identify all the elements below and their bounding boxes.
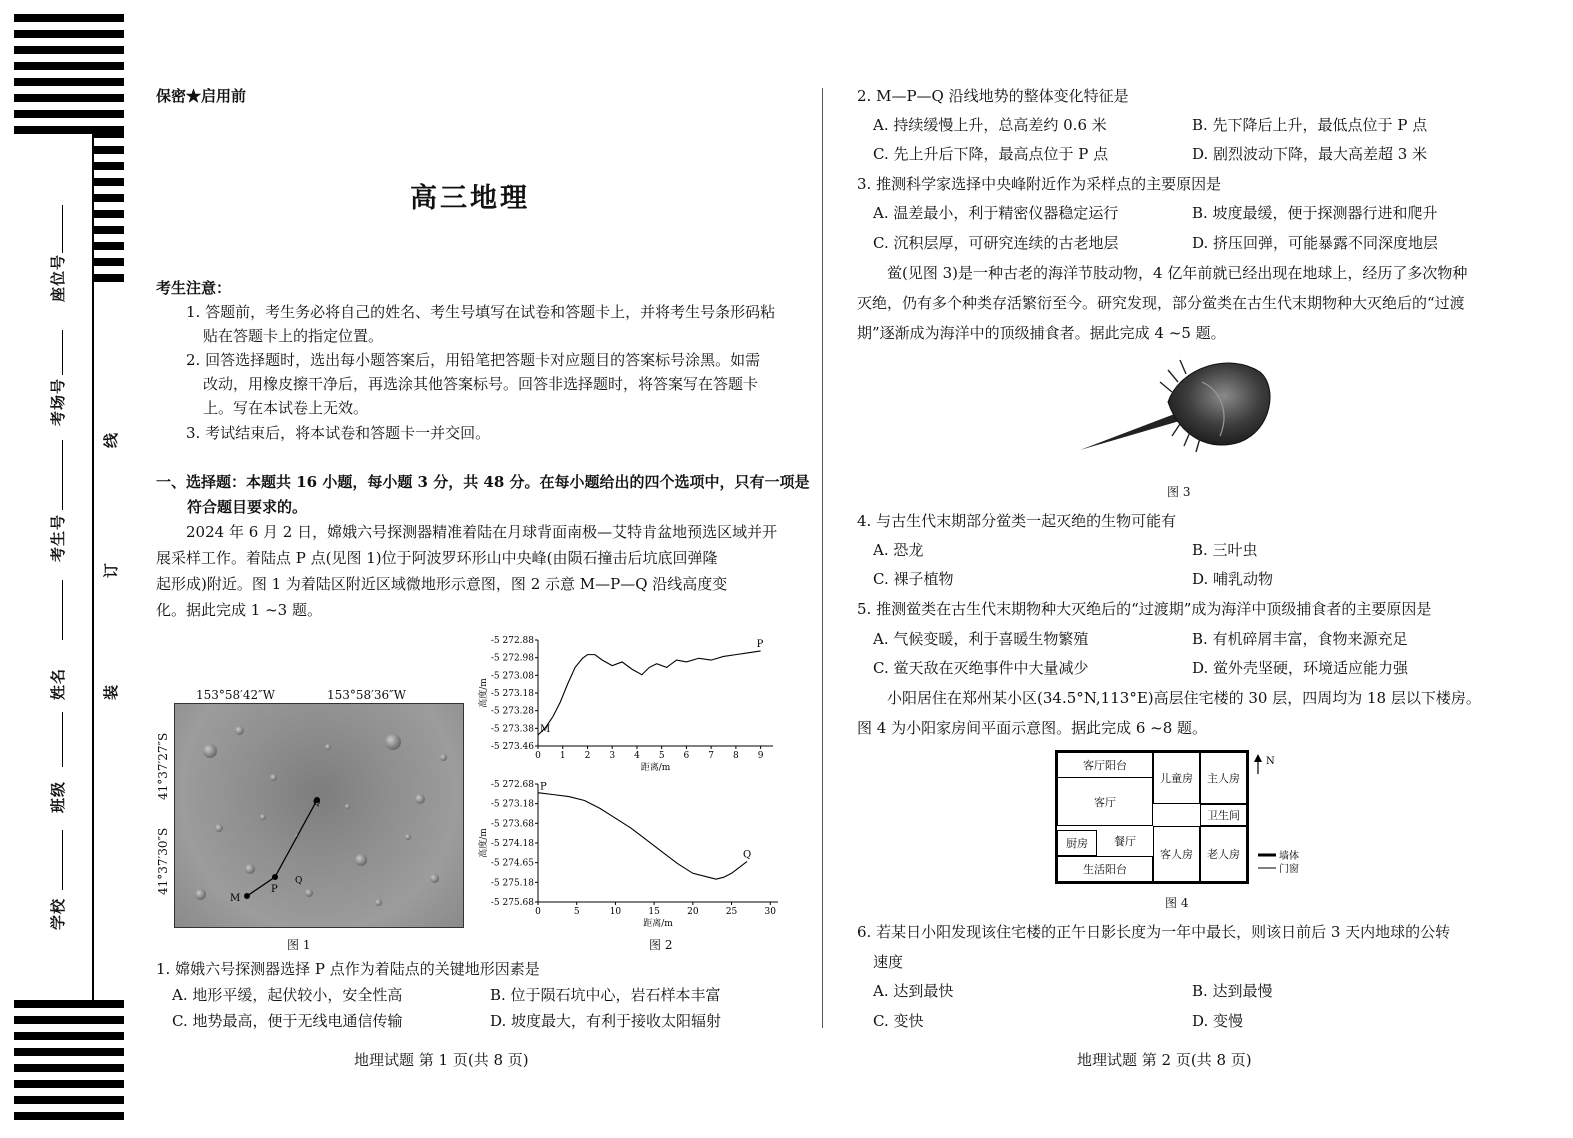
profile-end-label: Q bbox=[743, 849, 752, 861]
crab-shell bbox=[1168, 363, 1270, 445]
y-tick-label: -5 272.88 bbox=[490, 636, 534, 646]
question-2-stem: 2. M—P—Q 沿线地势的整体变化特征是 bbox=[857, 87, 1129, 105]
bind-word-ding: 订 bbox=[102, 562, 121, 579]
question-6-stem-cont: 速度 bbox=[873, 953, 904, 971]
x-axis-label: 距离/m bbox=[640, 763, 671, 773]
barcode-stripe bbox=[92, 226, 124, 234]
x-tick-label: 4 bbox=[634, 751, 640, 761]
y-tick-label: -5 274.65 bbox=[490, 858, 534, 869]
notice-item: 3. 考试结束后，将本试卷和答题卡一并交回。 bbox=[186, 424, 491, 442]
seat-number-blank bbox=[62, 205, 63, 253]
y-tick-label: -5 272.98 bbox=[490, 653, 534, 664]
question-4-option-a: A. 恐龙 bbox=[873, 541, 924, 559]
profile-line bbox=[538, 651, 761, 735]
notice-item: 上。写在本试卷上无效。 bbox=[203, 399, 369, 417]
question-5-option-a: A. 气候变暖，利于喜暖生物繁殖 bbox=[873, 630, 1089, 648]
footer-left: 地理试题 第 1 页(共 8 页) bbox=[354, 1051, 529, 1069]
room-guest: 客人房 bbox=[1153, 826, 1200, 882]
notice-heading: 考生注意： bbox=[156, 279, 232, 297]
x-tick-label: 20 bbox=[687, 907, 699, 917]
question-6-option-a: A. 达到最快 bbox=[873, 982, 954, 1000]
route-overlay bbox=[175, 704, 463, 927]
y-tick-label: -5 273.08 bbox=[490, 671, 534, 682]
barcode-stripe bbox=[14, 1048, 124, 1056]
binding-strip bbox=[0, 0, 135, 1138]
room-kitchen: 厨房 bbox=[1057, 830, 1097, 856]
x-tick-label: 5 bbox=[573, 907, 580, 917]
section-heading-cont: 符合题目要求的。 bbox=[187, 498, 308, 516]
north-arrowhead-icon bbox=[1254, 754, 1262, 762]
question-3-option-b: B. 坡度最缓，便于探测器行进和爬升 bbox=[1192, 204, 1438, 222]
name-blank bbox=[62, 580, 63, 640]
profile-end-label: P bbox=[756, 638, 764, 650]
x-tick-label: 30 bbox=[764, 907, 776, 917]
x-tick-label: 8 bbox=[733, 751, 739, 761]
question-5-stem: 5. 推测鲎类在古生代末期物种大灭绝后的“过渡期”成为海洋中顶级捕食者的主要原因是 bbox=[857, 600, 1432, 618]
question-5-option-c: C. 鲎天敌在灭绝事件中大量减少 bbox=[873, 659, 1089, 677]
room-master: 主人房 bbox=[1200, 752, 1247, 804]
y-tick-label: -5 275.18 bbox=[490, 878, 534, 889]
x-tick-label: 10 bbox=[609, 907, 622, 917]
x-tick-label: 3 bbox=[609, 751, 616, 761]
x-tick-label: 0 bbox=[535, 751, 541, 761]
barcode-stripe bbox=[14, 1032, 124, 1040]
lon-label: 153°58′36″W bbox=[327, 688, 406, 702]
notice-item: 贴在答题卡上的指定位置。 bbox=[203, 327, 384, 345]
north-label: N bbox=[1266, 756, 1275, 767]
question-4-option-d: D. 哺乳动物 bbox=[1192, 570, 1274, 588]
question-6-stem: 6. 若某日小阳发现该住宅楼的正午日影长度为一年中最长，则该日前后 3 天内地球的公转 bbox=[857, 923, 1451, 941]
confidential-mark: 保密★启用前 bbox=[156, 87, 247, 105]
room-dining: 餐厅 bbox=[1097, 826, 1153, 856]
barcode-stripe bbox=[14, 1080, 124, 1088]
x-tick-label: 2 bbox=[584, 751, 591, 761]
y-tick-label: -5 272.68 bbox=[490, 780, 534, 790]
barcode-stripe bbox=[14, 30, 124, 38]
barcode-stripe bbox=[14, 78, 124, 86]
point-p-marker bbox=[272, 874, 278, 880]
student-number-label: 考生号 bbox=[49, 513, 67, 562]
barcode-stripe bbox=[14, 1000, 124, 1008]
barcode-stripe bbox=[14, 1064, 124, 1072]
question-4-option-c: C. 裸子植物 bbox=[873, 570, 954, 588]
lat-label: 41°37′30″S bbox=[156, 827, 170, 895]
question-1-option-d: D. 坡度最大，有利于接收太阳辐射 bbox=[490, 1012, 722, 1030]
exam-room-blank bbox=[62, 330, 63, 375]
y-tick-label: -5 274.18 bbox=[490, 839, 534, 849]
barcode-stripe bbox=[14, 62, 124, 70]
y-tick-label: -5 273.18 bbox=[490, 689, 534, 699]
question-5-option-d: D. 鲎外壳坚硬，环境适应能力强 bbox=[1192, 659, 1409, 677]
barcode-stripe bbox=[92, 210, 124, 218]
y-axis-label: 高度/m bbox=[479, 678, 489, 708]
y-axis-label: 高度/m bbox=[479, 828, 489, 858]
question-5-option-b: B. 有机碎屑丰富，食物来源充足 bbox=[1192, 630, 1408, 648]
barcode-stripe bbox=[14, 46, 124, 54]
x-tick-label: 25 bbox=[725, 907, 738, 917]
y-tick-label: -5 273.28 bbox=[490, 706, 534, 717]
x-tick-label: 9 bbox=[757, 751, 764, 761]
name-label: 姓名 bbox=[49, 667, 67, 700]
profile-chart-pq bbox=[478, 772, 783, 929]
notice-item: 2. 回答选择题时，选出每小题答案后，用铅笔把答题卡对应题目的答案标号涂黑。如需 bbox=[186, 351, 761, 369]
room-utility-balcony: 生活阳台 bbox=[1057, 856, 1153, 882]
legend-wall-label: 墙体 bbox=[1279, 851, 1299, 862]
y-tick-label: -5 273.68 bbox=[490, 819, 534, 830]
barcode-stripe bbox=[14, 14, 124, 22]
lat-label: 41°37′27″S bbox=[156, 732, 170, 800]
floor-plan-legend bbox=[1248, 750, 1308, 890]
barcode-stripe bbox=[14, 1016, 124, 1024]
question-6-option-c: C. 变快 bbox=[873, 1012, 924, 1030]
question-2-option-b: B. 先下降后上升，最低点位于 P 点 bbox=[1192, 116, 1428, 134]
notice-item: 1. 答题前，考生务必将自己的姓名、考生号填写在试卷和答题卡上，并将考生号条形码粘 bbox=[186, 303, 776, 321]
question-6-option-d: D. 变慢 bbox=[1192, 1012, 1244, 1030]
point-q-label-2: Q bbox=[295, 876, 303, 886]
binding-line bbox=[92, 130, 94, 1000]
x-tick-label: 15 bbox=[648, 907, 660, 917]
question-1-option-a: A. 地形平缓，起伏较小，安全性高 bbox=[172, 986, 403, 1004]
x-tick-label: 7 bbox=[708, 751, 715, 761]
barcode-stripe bbox=[92, 178, 124, 186]
barcode-stripe bbox=[92, 194, 124, 202]
x-tick-label: 5 bbox=[658, 751, 665, 761]
barcode-stripe bbox=[14, 94, 124, 102]
fig1-caption: 图 1 bbox=[287, 938, 311, 952]
room-bathroom: 卫生间 bbox=[1200, 804, 1247, 826]
x-tick-label: 0 bbox=[535, 907, 541, 917]
lunar-terrain-image bbox=[174, 703, 464, 928]
question-1-stem: 1. 嫦娥六号探测器选择 P 点作为着陆点的关键地形因素是 bbox=[156, 960, 540, 978]
x-axis-label: 距离/m bbox=[643, 919, 673, 929]
passage-line: 灭绝，仍有多个种类存活繁衍至今。研究发现，部分鲎类在古生代末期物种大灭绝后的“过渡 bbox=[857, 294, 1465, 312]
passage-line: 展采样工作。着陆点 P 点(见图 1)位于阿波罗环形山中央峰(由陨石撞击后坑底回弹隆 bbox=[156, 549, 718, 567]
question-6-option-b: B. 达到最慢 bbox=[1192, 982, 1273, 1000]
question-2-option-d: D. 剧烈波动下降，最大高差超 3 米 bbox=[1192, 145, 1428, 163]
passage-line: 起形成)附近。图 1 为着陆区附近区域微地形示意图，图 2 示意 M—P—Q 沿线高度变 bbox=[156, 575, 728, 593]
passage-line: 化。据此完成 1 ~3 题。 bbox=[156, 601, 322, 619]
barcode-stripe bbox=[92, 130, 124, 138]
school-label: 学校 bbox=[49, 897, 67, 930]
point-m-label: M bbox=[230, 893, 241, 904]
bind-word-zhuang: 装 bbox=[102, 684, 121, 701]
barcode-stripe bbox=[14, 110, 124, 118]
question-3-stem: 3. 推测科学家选择中央峰附近作为采样点的主要原因是 bbox=[857, 175, 1222, 193]
section-heading: 一、选择题：本题共 16 小题，每小题 3 分，共 48 分。在每小题给出的四个选项中，只有一项是 bbox=[156, 473, 810, 491]
question-4-stem: 4. 与古生代末期部分鲎类一起灭绝的生物可能有 bbox=[857, 512, 1177, 530]
school-blank bbox=[62, 830, 63, 890]
y-tick-label: -5 273.46 bbox=[490, 742, 534, 752]
x-tick-label: 6 bbox=[683, 751, 690, 761]
student-number-blank bbox=[62, 440, 63, 510]
x-tick-label: 1 bbox=[559, 751, 566, 761]
exam-room-label: 考场号 bbox=[49, 377, 67, 426]
question-4-option-b: B. 三叶虫 bbox=[1192, 541, 1258, 559]
passage-line: 小阳居住在郑州某小区(34.5°N,113°E)高层住宅楼的 30 层，四周均为 18 层以下楼房。 bbox=[887, 689, 1481, 707]
legend-door-label: 门窗 bbox=[1279, 864, 1299, 875]
question-2-option-c: C. 先上升后下降，最高点位于 P 点 bbox=[873, 145, 1109, 163]
fig3-caption: 图 3 bbox=[1167, 485, 1191, 499]
profile-start-label: P bbox=[540, 781, 547, 793]
y-tick-label: -5 273.38 bbox=[490, 724, 534, 735]
question-3-option-c: C. 沉积层厚，可研究连续的古老地层 bbox=[873, 234, 1119, 252]
barcode-stripe bbox=[14, 1096, 124, 1104]
room-elderly: 老人房 bbox=[1200, 826, 1247, 882]
barcode-stripe bbox=[92, 162, 124, 170]
y-tick-label: -5 275.68 bbox=[490, 898, 534, 908]
lon-label: 153°58′42″W bbox=[196, 688, 275, 702]
question-1-option-b: B. 位于陨石坑中心，岩石样本丰富 bbox=[490, 986, 721, 1004]
class-label: 班级 bbox=[49, 780, 67, 813]
passage-line: 期”逐渐成为海洋中的顶级捕食者。据此完成 4 ~5 题。 bbox=[857, 324, 1226, 342]
seat-number-label: 座位号 bbox=[49, 253, 67, 302]
question-3-option-d: D. 挤压回弹，可能暴露不同深度地层 bbox=[1192, 234, 1439, 252]
notice-item: 改动，用橡皮擦干净后，再选涂其他答案标号。回答非选择题时，将答案写在答题卡 bbox=[203, 375, 759, 393]
question-3-option-a: A. 温差最小，利于精密仪器稳定运行 bbox=[873, 204, 1119, 222]
horseshoe-crab-image bbox=[1080, 352, 1280, 462]
crab-tail bbox=[1080, 410, 1190, 450]
passage-line: 鲎(见图 3)是一种古老的海洋节肢动物，4 亿年前就已经出现在地球上，经历了多次物种 bbox=[887, 264, 1468, 282]
y-tick-label: -5 273.18 bbox=[490, 799, 534, 810]
barcode-stripe bbox=[92, 274, 124, 282]
footer-right: 地理试题 第 2 页(共 8 页) bbox=[1077, 1051, 1252, 1069]
room-children: 儿童房 bbox=[1153, 752, 1200, 804]
passage-line: 2024 年 6 月 2 日，嫦娥六号探测器精准着陆在月球背面南极—艾特肯盆地预选区域并开 bbox=[186, 523, 778, 541]
point-m-marker bbox=[244, 893, 250, 899]
question-1-option-c: C. 地势最高，便于无线电通信传输 bbox=[172, 1012, 403, 1030]
profile-chart-mp bbox=[478, 628, 778, 773]
room-living: 客厅 bbox=[1057, 778, 1153, 826]
question-2-option-a: A. 持续缓慢上升，总高差约 0.6 米 bbox=[873, 116, 1107, 134]
page-title: 高三地理 bbox=[410, 183, 530, 214]
fig2-caption: 图 2 bbox=[649, 938, 673, 952]
point-p-label: P bbox=[271, 884, 278, 895]
barcode-stripe bbox=[14, 1112, 124, 1120]
floor-plan bbox=[1055, 750, 1249, 884]
barcode-stripe bbox=[92, 242, 124, 250]
fig4-caption: 图 4 bbox=[1165, 896, 1189, 910]
bind-word-line: 线 bbox=[102, 432, 121, 449]
class-blank bbox=[62, 712, 63, 767]
passage-line: 图 4 为小阳家房间平面示意图。据此完成 6 ~8 题。 bbox=[857, 719, 1208, 737]
point-q-label: Q bbox=[313, 798, 321, 808]
profile-start-label: M bbox=[540, 724, 551, 736]
route-p-q bbox=[275, 800, 317, 877]
barcode-stripe bbox=[92, 258, 124, 266]
barcode-stripe bbox=[92, 146, 124, 154]
profile-line bbox=[538, 793, 747, 880]
room-living-balcony: 客厅阳台 bbox=[1057, 752, 1153, 778]
column-divider bbox=[822, 88, 823, 1028]
